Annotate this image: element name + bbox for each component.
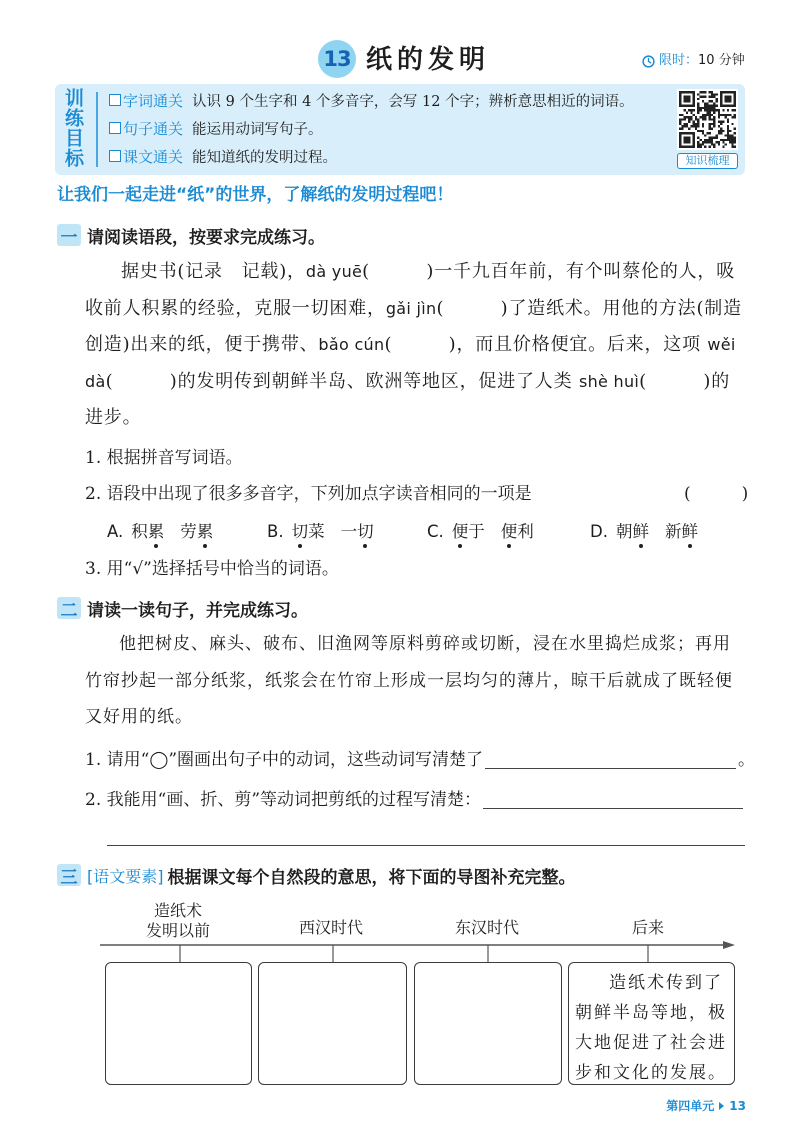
timeline-box-later [568,962,735,1085]
timeline-box-western-han [258,962,407,1085]
goal-name: 句子通关 [123,119,184,138]
unit-label: 第四单元 [666,1099,715,1113]
goal-description: 认识 9 个生字和 4 个多音字，会写 12 个字；辨析意思相近的词语。 [192,93,634,110]
option-label: B. [267,522,284,541]
goal-item-text [109,146,337,166]
section-tag: [语文要素] [87,866,164,886]
option-d [590,521,714,543]
question-end-punctuation: 。 [738,750,755,770]
timeline-box-text [415,963,561,968]
option-c [427,521,550,543]
timeline-box-before-invention [105,962,252,1085]
timeline-box-text [259,963,406,968]
section-1-passage [85,254,761,437]
dotted-character: 累 [147,522,165,541]
question-2-1 [85,749,755,771]
dotted-character: 鲜 [632,522,649,541]
question-1-2: 2. 语段中出现了很多多音字，下列加点字读音相同的一项是 [85,484,532,504]
dotted-character: 鲜 [681,522,698,541]
answer-blank: ( ) [105,370,178,392]
checkbox-icon [109,150,121,162]
pinyin-prompt: dà yuē [305,262,363,281]
goal-description: 能知道纸的发明过程。 [192,149,338,166]
lesson-number-badge: 13 [318,40,356,78]
triangle-right-icon [719,1102,724,1110]
page-number: 13 [729,1098,746,1113]
timeline-label-line: 造纸术 [153,901,202,920]
section-title: 请阅读语段，按要求完成练习。 [87,227,325,248]
training-goals-box [55,84,745,175]
option-word [131,522,164,541]
time-limit-value: 10 分钟 [698,53,745,68]
checkbox-icon [109,122,121,134]
option-word [501,522,534,541]
section-2-heading [57,596,308,620]
option-character: 一 [340,522,358,541]
timeline-box-eastern-han [414,962,562,1085]
timeline-label-line: 后来 [631,918,664,937]
clock-icon [642,55,655,68]
section-title: 请读一读句子，并完成练习。 [87,600,308,621]
section-3-heading [57,863,576,887]
goals-divider [96,92,98,167]
option-character: 利 [517,522,534,541]
section-badge: 一 [57,224,81,246]
training-goals-label: 训练目标 [62,88,84,168]
timeline-label-line: 东汉时代 [454,918,519,937]
option-character: 劳 [180,522,197,541]
option-word [341,522,374,541]
pinyin-prompt: gǎi jìn [385,298,437,318]
page-footer [640,1097,746,1114]
intro-text: 让我们一起走进“纸”的世界，了解纸的发明过程吧！ [57,185,454,205]
qr-code-graphic [679,91,736,148]
arrow-right-icon [723,941,735,949]
passage-text: 据史书(记录 记载)， [121,261,306,282]
passage-text: 一千九百年前，有个叫蔡伦的人，吸收前人积累的经验，克服一切困难， [85,261,736,319]
answer-blank: ( ) [384,334,457,355]
time-limit [642,52,745,70]
timeline-arrow [95,935,740,965]
option-word [292,522,325,541]
option-word [616,522,649,541]
passage-text: 的进步。 [85,370,731,428]
qr-code-label: 知识梳理 [677,153,738,169]
option-character: 于 [468,522,485,541]
question-1-3: 3. 用“√”选择括号中恰当的词语。 [85,559,339,579]
pinyin-prompt: shè huì [578,371,640,391]
answer-underline-extra [107,845,745,846]
pinyin-prompt: bǎo cún [318,335,385,354]
section-badge: 二 [57,597,81,619]
question-2-2 [85,789,745,811]
option-label: A. [107,522,124,541]
answer-parentheses: ( ) [684,484,749,504]
section-1-heading [57,223,325,247]
lesson-title: 纸的发明 [366,45,491,75]
timeline-box-text [106,963,251,968]
timeline-label-line: 发明以前 [145,921,210,940]
answer-blank: ( ) [436,297,509,319]
qr-code-icon [677,89,738,150]
section-badge: 三 [57,864,81,886]
option-label: C. [427,522,444,541]
option-character: 新 [664,522,682,541]
question-1-2-options [0,521,800,545]
option-character: 积 [131,522,148,541]
option-word [180,522,213,541]
dotted-character: 便 [500,522,518,541]
passage-text: ，而且价格便宜。后来，这项 [456,334,708,355]
option-word [452,522,485,541]
option-label: D. [590,522,608,541]
time-limit-label: 限时： [659,53,699,68]
dotted-character: 累 [196,522,214,541]
answer-blank: ( ) [639,370,712,392]
answer-underline [485,751,736,769]
goal-name: 课文通关 [123,147,184,166]
passage-text: 了造纸术。用他的方法(制造 创造)出来的纸，便于携带、 [85,297,761,355]
question-text: 2. 我能用“画、折、剪”等动词把剪纸的过程写清楚： [85,790,482,810]
dotted-character: 切 [291,522,309,541]
option-a [107,521,229,543]
timeline-label-line: 西汉时代 [298,918,363,937]
option-word [665,522,698,541]
goal-description: 能运用动词写句子。 [192,121,323,138]
passage-text: 的发明传到朝鲜半岛、欧洲等地区，促进了人类 [177,370,579,392]
timeline-box-text: 造纸术传到了朝鲜半岛等地，极大地促进了社会进步和文化的发展。 [575,973,727,1083]
section-2-passage: 他把树皮、麻头、破布、旧渔网等原料剪碎或切断，浸在水里捣烂成浆；再用竹帘抄起一部分纸浆，纸浆会在竹帘上形成一层均匀的薄片，晾干后就成了既轻便又好用的纸。 [85,634,733,727]
pinyin-prompt: wěi dà [85,335,736,391]
answer-underline [483,791,743,809]
goal-name: 字词通关 [123,91,184,110]
checkbox-icon [109,94,121,106]
question-text: 1. 请用“◯”圈画出句子中的动词，这些动词写清楚了 [85,750,484,770]
option-character: 朝 [615,522,633,541]
question-1-1: 1. 根据拼音写词语。 [85,448,243,468]
dotted-character: 便 [451,522,469,541]
goal-item-sentences [109,118,323,138]
option-b [267,521,390,543]
dotted-character: 切 [357,522,374,541]
answer-blank: ( ) [362,261,435,282]
section-title: 根据课文每个自然段的意思，将下面的导图补充完整。 [167,867,576,888]
option-character: 菜 [308,522,325,541]
goal-item-words [109,90,634,110]
